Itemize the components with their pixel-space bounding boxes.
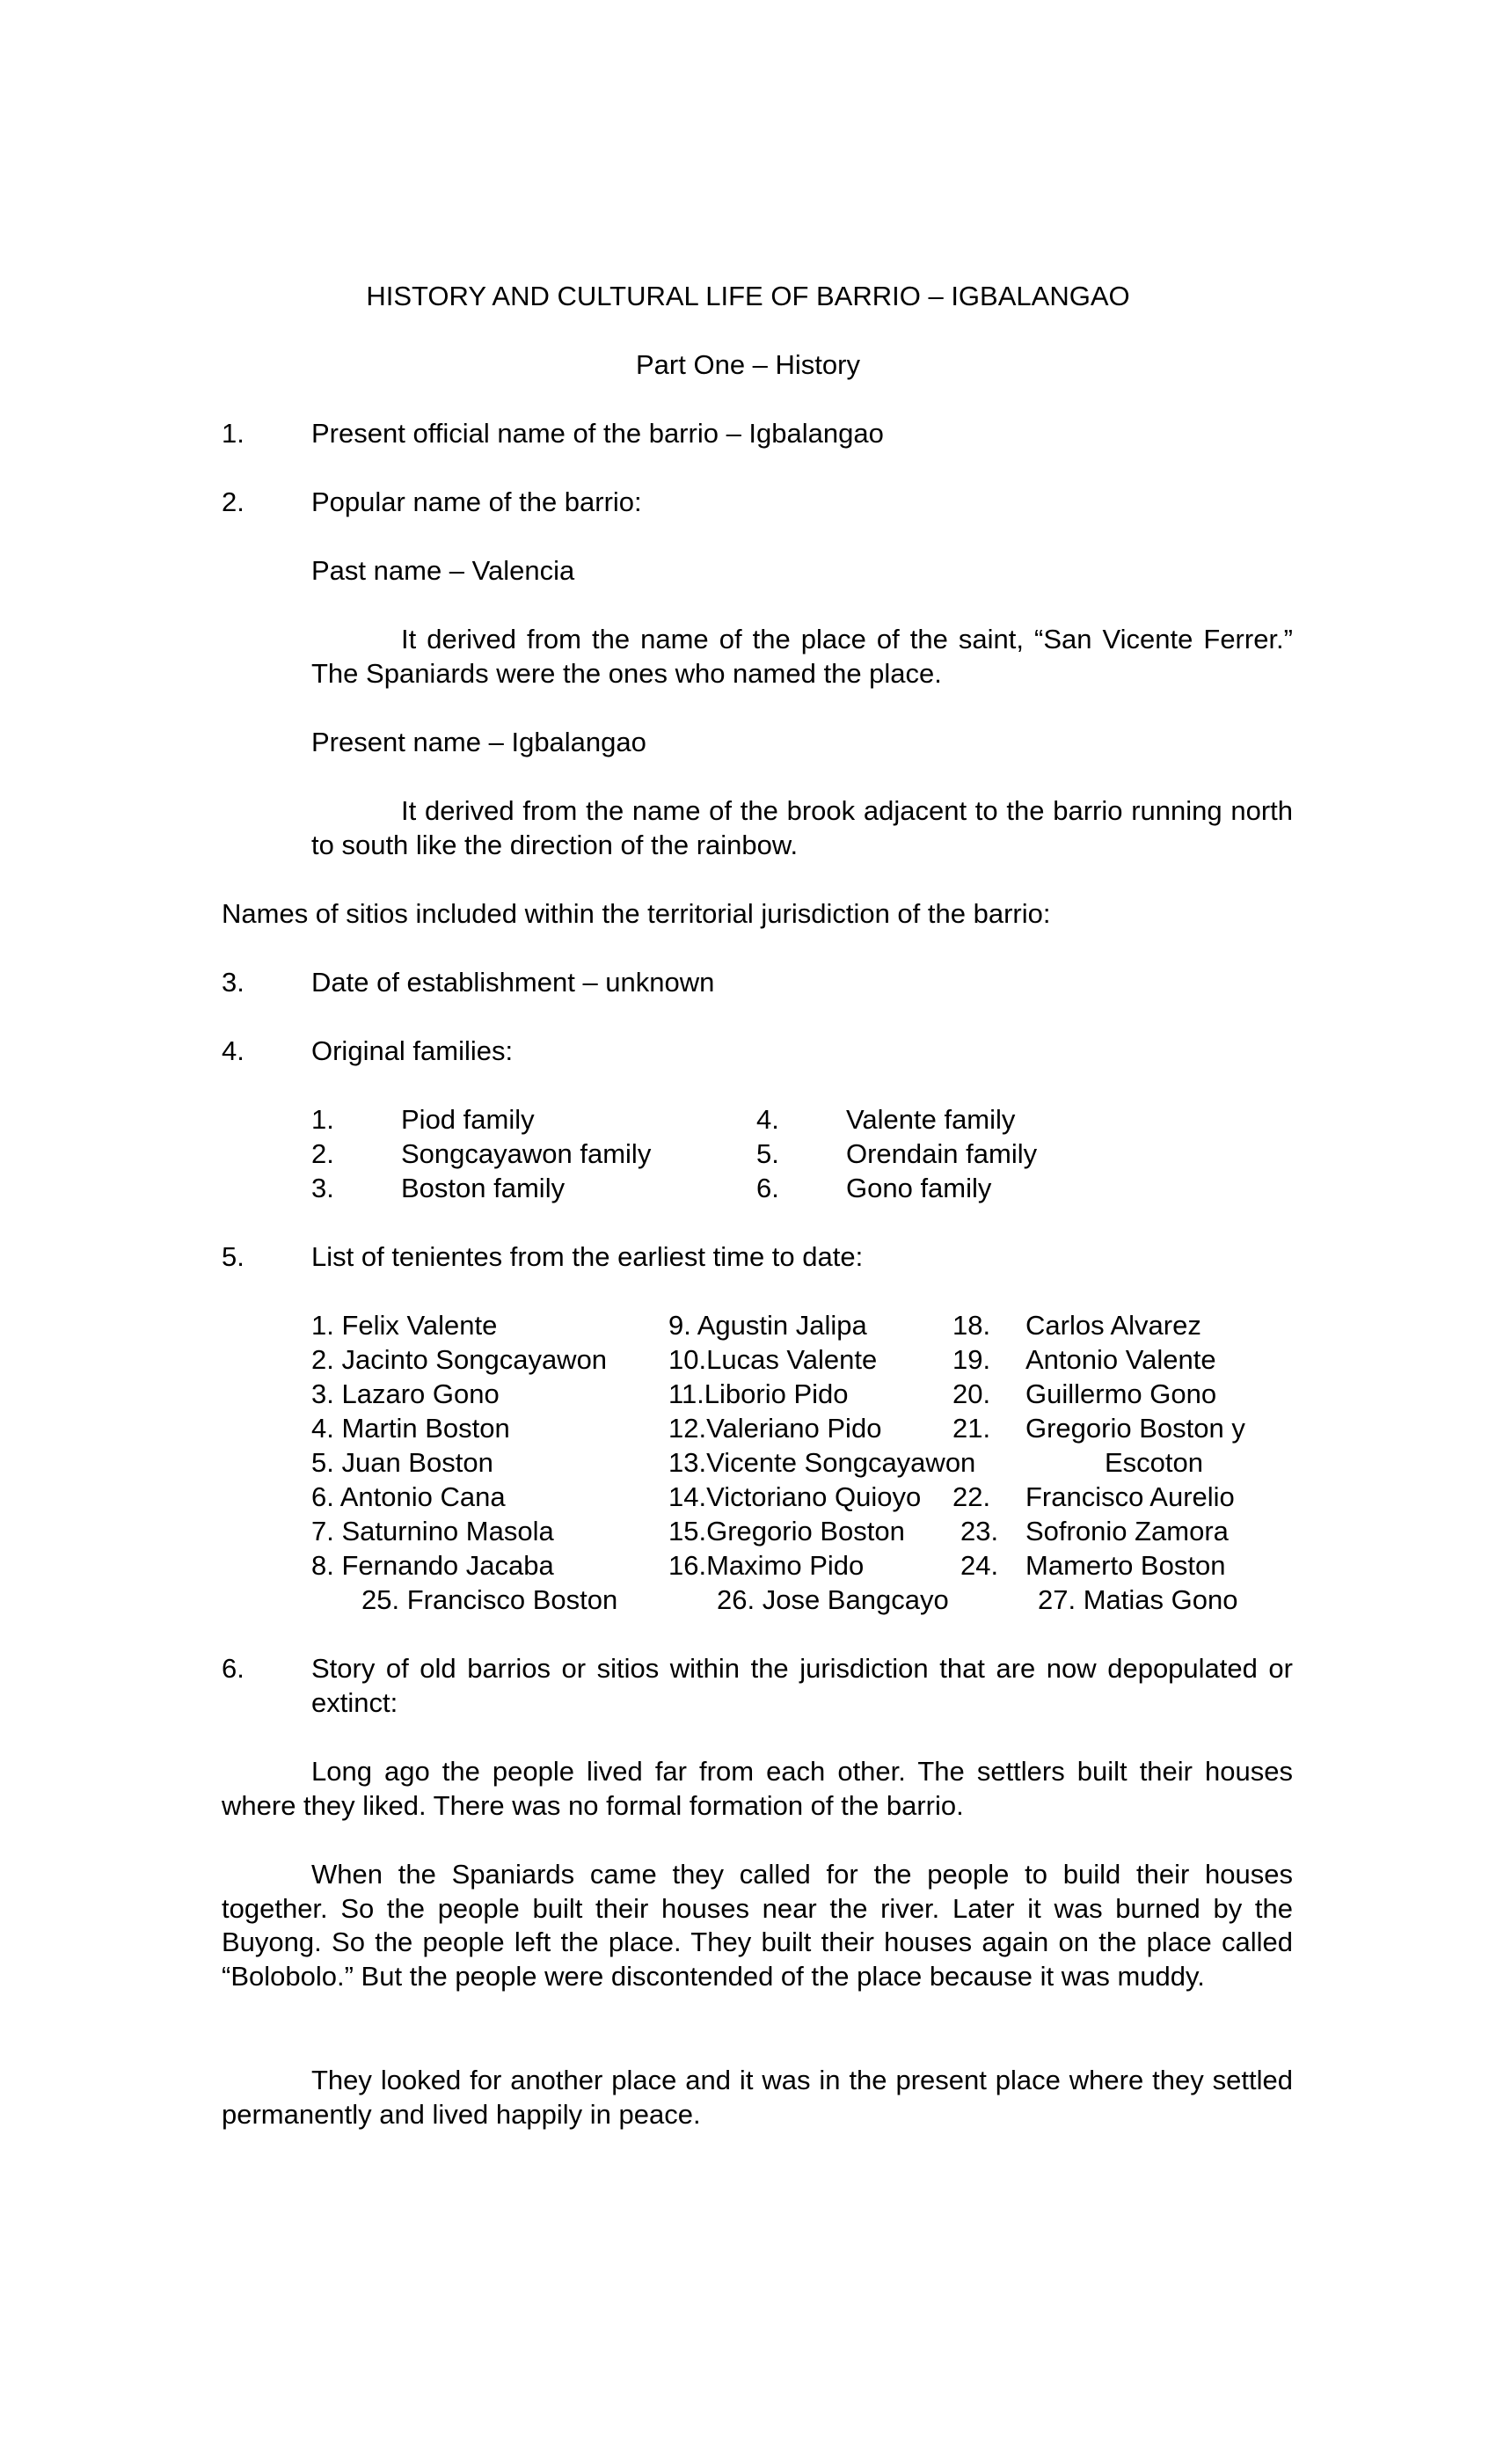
family-number: 3.: [311, 1173, 334, 1203]
item-3-number: 3.: [222, 967, 244, 998]
family-number: 5.: [756, 1138, 779, 1169]
family-name: Orendain family: [846, 1138, 1038, 1169]
item-2-number: 2.: [222, 486, 244, 517]
teniente-entry: 7. Saturnino Masola: [311, 1516, 554, 1546]
teniente-entry: 12.Valeriano Pido: [668, 1413, 882, 1444]
teniente-entry: 27. Matias Gono: [1038, 1584, 1238, 1615]
teniente-number: 22.: [952, 1481, 991, 1512]
teniente-name: Guillermo Gono: [1025, 1378, 1217, 1409]
teniente-name: Antonio Valente: [1025, 1344, 1216, 1375]
teniente-number: 20.: [952, 1378, 991, 1409]
page-title: HISTORY AND CULTURAL LIFE OF BARRIO – IGBALANGAO: [366, 281, 1130, 311]
item-6-number: 6.: [222, 1653, 244, 1684]
sitios-heading: Names of sitios included within the territorial jurisdiction of the barrio:: [222, 898, 1051, 929]
item-4-number: 4.: [222, 1035, 244, 1066]
item-6-text: Story of old barrios or sitios within the jurisdiction that are now depopulated or extinct:: [311, 1653, 1293, 1718]
item-5-number: 5.: [222, 1241, 244, 1272]
teniente-name: Francisco Aurelio: [1025, 1481, 1235, 1512]
story-paragraph: They looked for another place and it was in the present place where they settled permanently and lived happily in peace.: [222, 2065, 1293, 2130]
present-name: Present name – Igbalangao: [311, 727, 646, 757]
family-name: Songcayawon family: [401, 1138, 652, 1169]
family-name: Gono family: [846, 1173, 992, 1203]
family-name: Piod family: [401, 1104, 535, 1135]
teniente-entry: 13.Vicente Songcayawon: [668, 1447, 976, 1478]
teniente-entry: 10.Lucas Valente: [668, 1344, 878, 1375]
teniente-name: Mamerto Boston: [1025, 1550, 1226, 1581]
past-name-description: It derived from the name of the place of the saint, “San Vicente Ferrer.” The Spaniards were the ones who named the place.: [311, 624, 1293, 689]
teniente-entry: 6. Antonio Cana: [311, 1481, 506, 1512]
teniente-entry: 5. Juan Boston: [311, 1447, 493, 1478]
teniente-entry: 11.Liborio Pido: [668, 1378, 849, 1409]
story-paragraph: Long ago the people lived far from each other. The settlers built their houses where they liked. There was no formal formation of the barrio.: [222, 1756, 1293, 1821]
item-2-text: Popular name of the barrio:: [311, 486, 642, 517]
teniente-name: Escoton: [1105, 1447, 1204, 1478]
teniente-number: 19.: [952, 1344, 991, 1375]
page-subtitle: Part One – History: [636, 349, 860, 380]
item-3-text: Date of establishment – unknown: [311, 967, 715, 998]
teniente-entry: 4. Martin Boston: [311, 1413, 510, 1444]
item-5-text: List of tenientes from the earliest time to date:: [311, 1241, 864, 1272]
story-paragraph: When the Spaniards came they called for the people to build their houses together. So the people built their houses near the river. Later it was burned by the Buyong. So the people left the place. They built their houses again on the place called “Bolobolo.” But the people were discontended of the place because it was muddy.: [222, 1859, 1293, 1992]
item-4-text: Original families:: [311, 1035, 514, 1066]
present-name-description: It derived from the name of the brook adjacent to the barrio running north to south like the direction of the rainbow.: [311, 795, 1293, 860]
teniente-name: Sofronio Zamora: [1025, 1516, 1229, 1546]
item-1-number: 1.: [222, 418, 244, 449]
teniente-number: 18.: [952, 1310, 991, 1341]
teniente-entry: 3. Lazaro Gono: [311, 1378, 500, 1409]
family-number: 4.: [756, 1104, 779, 1135]
family-name: Boston family: [401, 1173, 566, 1203]
teniente-name: Gregorio Boston y: [1025, 1413, 1245, 1444]
teniente-entry: 9. Agustin Jalipa: [668, 1310, 867, 1341]
family-number: 2.: [311, 1138, 334, 1169]
past-name: Past name – Valencia: [311, 555, 575, 586]
family-number: 1.: [311, 1104, 334, 1135]
teniente-entry: 16.Maximo Pido: [668, 1550, 865, 1581]
teniente-entry: 14.Victoriano Quioyo: [668, 1481, 922, 1512]
teniente-entry: 2. Jacinto Songcayawon: [311, 1344, 608, 1375]
teniente-name: Carlos Alvarez: [1025, 1310, 1201, 1341]
teniente-number: 23.: [960, 1516, 999, 1546]
family-number: 6.: [756, 1173, 779, 1203]
teniente-entry: 15.Gregorio Boston: [668, 1516, 905, 1546]
item-1-text: Present official name of the barrio – Igbalangao: [311, 418, 884, 449]
family-name: Valente family: [846, 1104, 1016, 1135]
teniente-entry: 1. Felix Valente: [311, 1310, 498, 1341]
teniente-number: 21.: [952, 1413, 991, 1444]
teniente-entry: 25. Francisco Boston: [361, 1584, 618, 1615]
teniente-entry: 26. Jose Bangcayo: [717, 1584, 949, 1615]
teniente-entry: 8. Fernando Jacaba: [311, 1550, 554, 1581]
teniente-number: 24.: [960, 1550, 999, 1581]
